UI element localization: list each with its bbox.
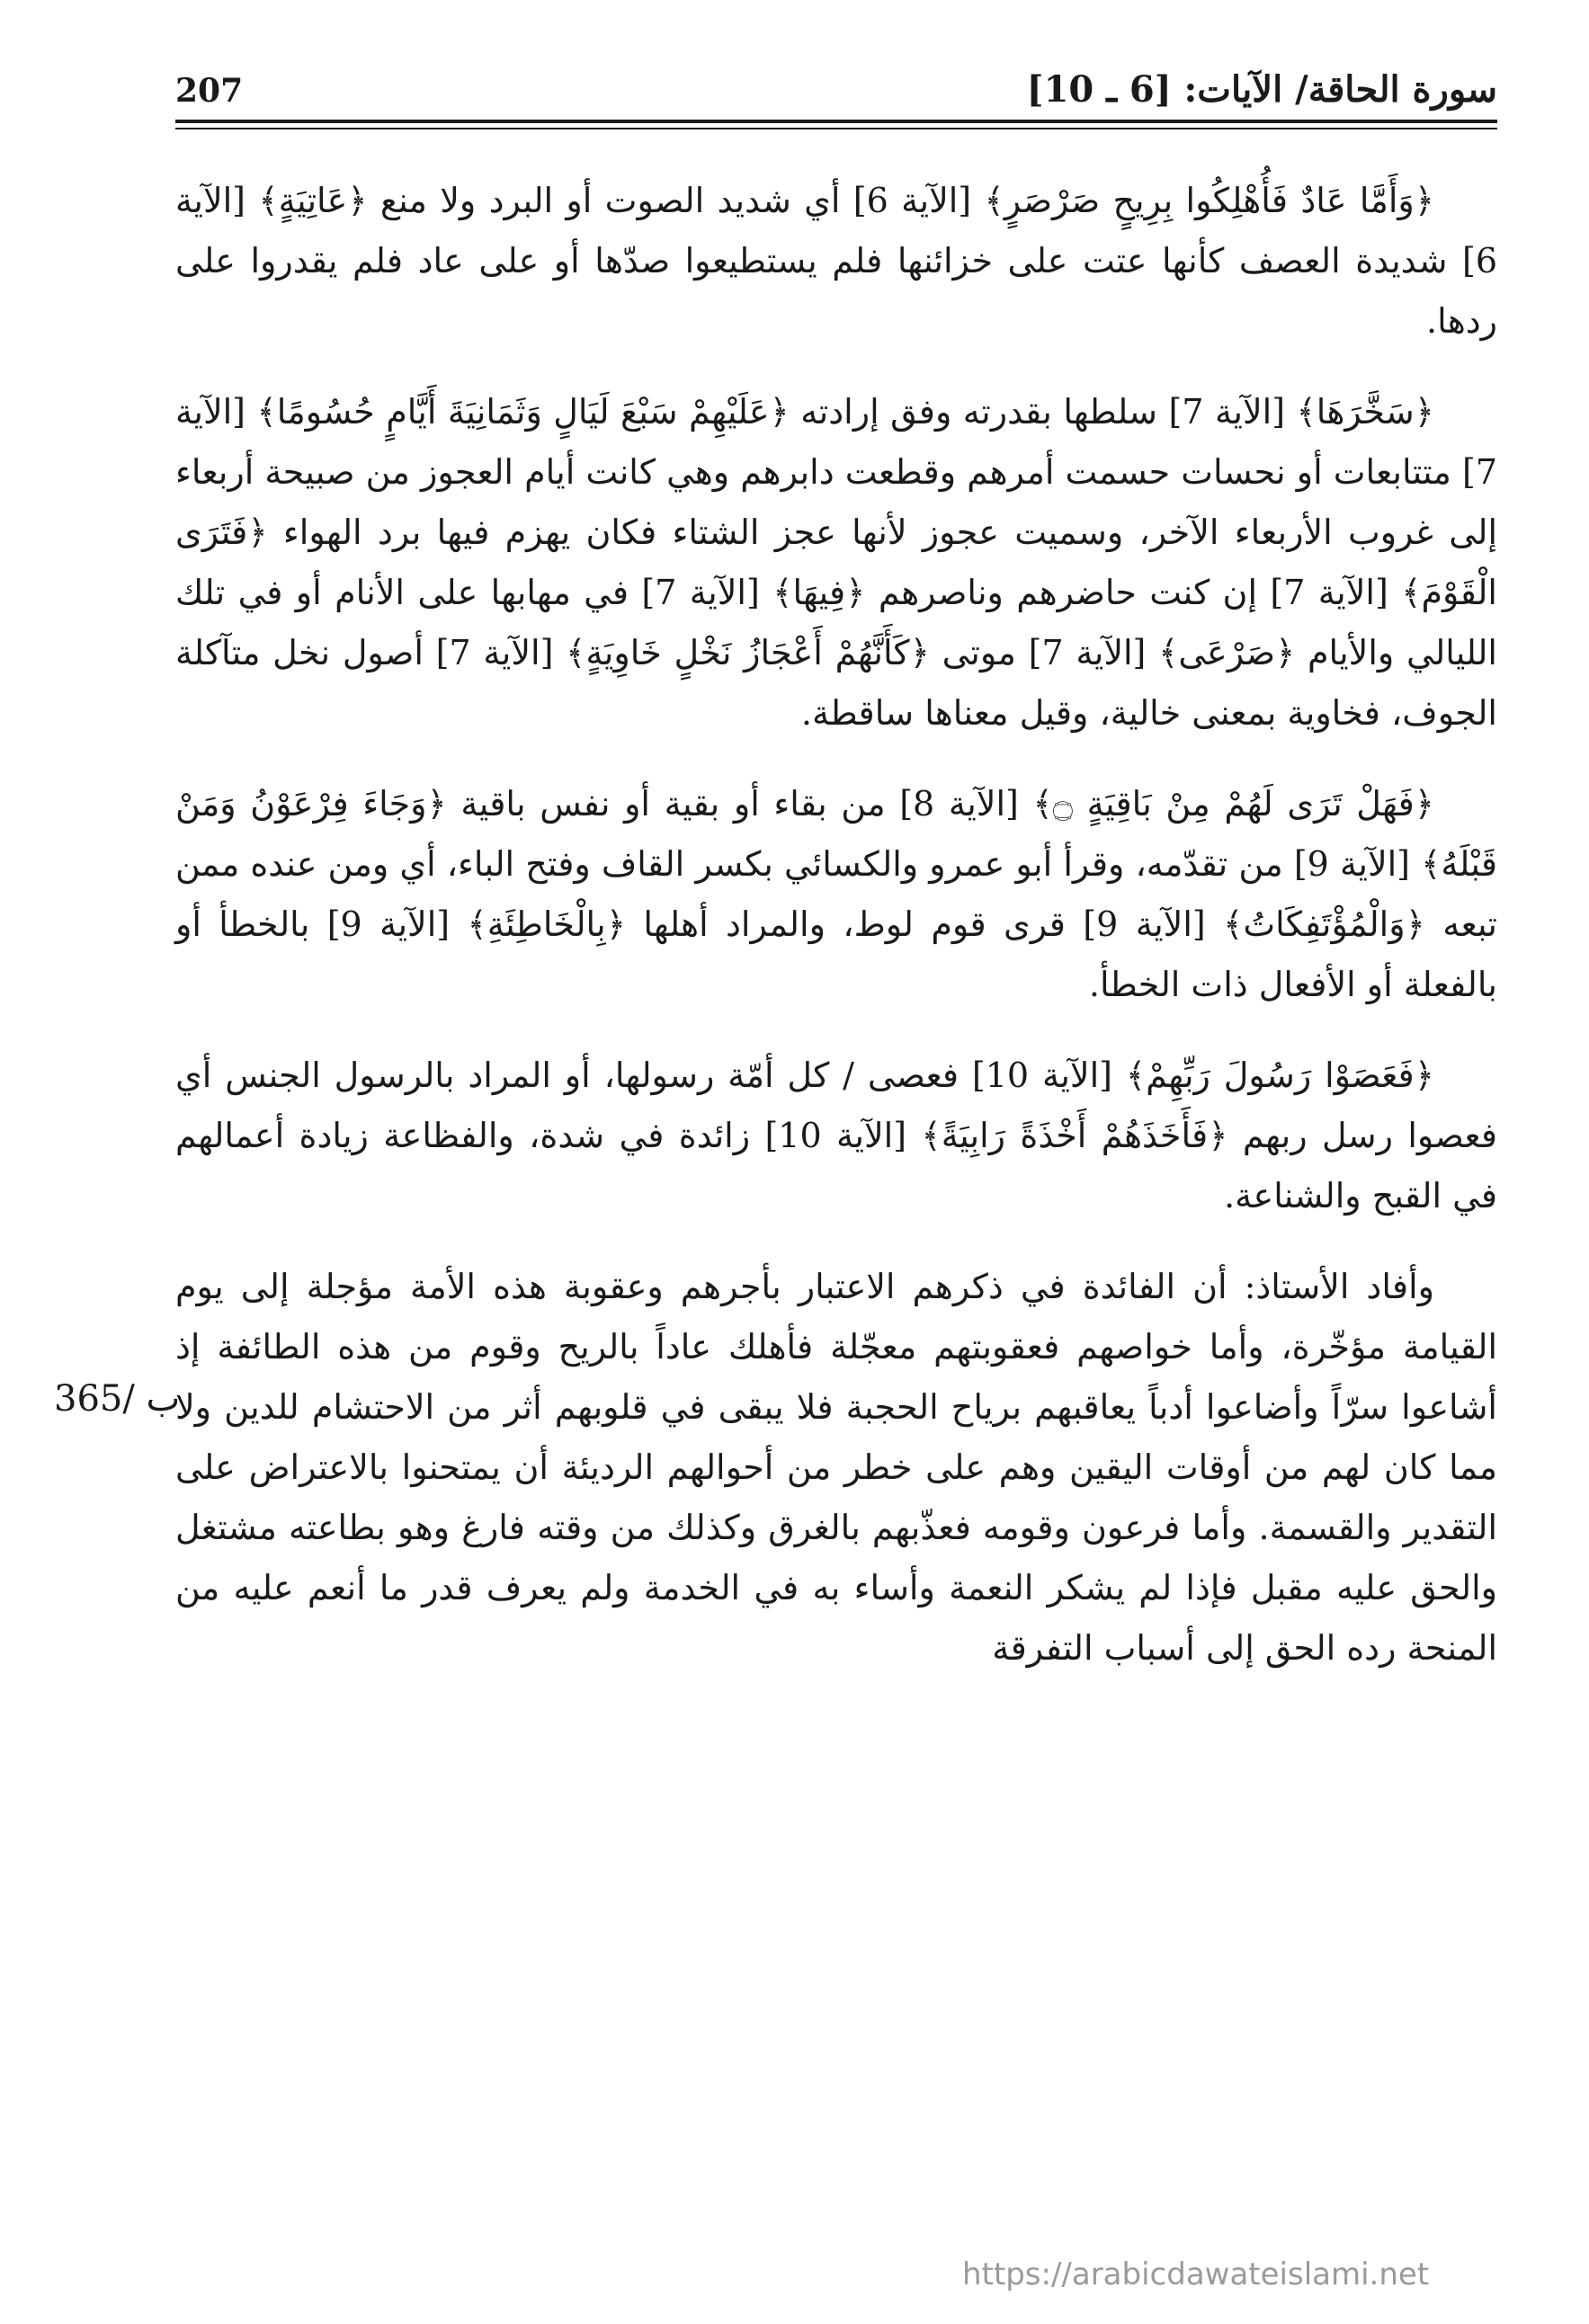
paragraph-text: وأفاد الأستاذ: أن الفائدة في ذكرهم الاعتبار بأجرهم وعقوبة هذه الأمة مؤجلة إلى يوم القيامة مؤخّرة، وأما خواصهم فعقوبتهم معجّلة فأهلك عاداً بالريح وقوم من هذه الطائفة إذ أشاعوا سرّاً وأضاعوا أدباً يعاقبهم برياح الحجبة فلا يبقى في قلوبهم أثر من الاحتشام للدين ولا مما كان لهم من أوقات اليقين وهم على خطر من أحوالهم الرديئة أن يمتحنوا بالاعتراض على التقدير والقسمة. وأما فرعون وقومه فعذّبهم بالغرق وكذلك من وقته فارغ وهو بطاعته مشتغل والحق عليه مقبل فإذا لم يشكر النعمة وأساء به في الخدمة ولم يعرف قدر ما أنعم عليه من المنحة رده الحق إلى أسباب التفرقة bbox=[175, 1267, 1497, 1668]
page-header bbox=[175, 52, 1497, 111]
header-rule-thick bbox=[175, 120, 1497, 123]
paragraph-text: ﴿وَأَمَّا عَادٌ فَأُهْلِكُوا بِرِيحٍ صَرْصَرٍ﴾ [الآية 6] أي شديد الصوت أو البرد ولا منع ﴿عَاتِيَةٍ﴾ [الآية 6] شديدة العصف كأنها عتت على خزائنها فلم يستطيعوا صدّها أو على عاد فلم يقدروا على ردها. bbox=[175, 181, 1497, 341]
paragraph-verse-10 bbox=[175, 1046, 1497, 1226]
paragraph-verse-6 bbox=[175, 171, 1497, 352]
paragraph-commentary bbox=[175, 1257, 1497, 1678]
paragraph-text: ﴿فَهَلْ تَرَى لَهُمْ مِنْ بَاقِيَةٍ ۝﴾ [الآية 8] من بقاء أو بقية أو نفس باقية ﴿وَجَاءَ فِرْعَوْنُ وَمَنْ قَبْلَهُ﴾ [الآية 9] من تقدّمه، وقرأ أبو عمرو والكسائي بكسر القاف وفتح الباء، أي ومن عنده ممن تبعه ﴿وَالْمُؤْتَفِكَاتُ﴾ [الآية 9] قرى قوم لوط، والمراد أهلها ﴿بِالْخَاطِئَةِ﴾ [الآية 9] بالخطأ أو بالفعلة أو الأفعال ذات الخطأ. bbox=[175, 784, 1497, 1004]
manuscript-folio-note: 365/ ب bbox=[54, 1378, 181, 1420]
page-body bbox=[175, 171, 1497, 1709]
watermark-url: https://arabicdawateislami.net bbox=[962, 2257, 1430, 2293]
header-rule-thin bbox=[175, 128, 1497, 129]
page-number: 207 bbox=[175, 72, 244, 110]
paragraph-verse-7 bbox=[175, 382, 1497, 744]
paragraph-text: ﴿سَخَّرَهَا﴾ [الآية 7] سلطها بقدرته وفق إرادته ﴿عَلَيْهِمْ سَبْعَ لَيَالٍ وَثَمَانِيَةَ أَيَّامٍ حُسُومًا﴾ [الآية 7] متتابعات أو نحسات حسمت أمرهم وقطعت دابرهم وهي كانت أيام العجوز من صبيحة أربعاء إلى غروب الأربعاء الآخر، وسميت عجوز لأنها عجز الشتاء فكان يهزم فيها برد الهواء ﴿فَتَرَى الْقَوْمَ﴾ [الآية 7] إن كنت حاضرهم وناصرهم ﴿فِيهَا﴾ [الآية 7] في مهابها على الأنام أو في تلك الليالي والأيام ﴿صَرْعَى﴾ [الآية 7] موتى ﴿كَأَنَّهُمْ أَعْجَازُ نَخْلٍ خَاوِيَةٍ﴾ [الآية 7] أصول نخل متآكلة الجوف، فخاوية بمعنى خالية، وقيل معناها ساقطة. bbox=[175, 392, 1497, 733]
running-title: سورة الحاقة/ الآيات: [6 ـ 10] bbox=[1026, 68, 1497, 111]
paragraph-text: ﴿فَعَصَوْا رَسُولَ رَبِّهِمْ﴾ [الآية 10] فعصى / كل أمّة رسولها، أو المراد بالرسول الجنس أي فعصوا رسل ربهم ﴿فَأَخَذَهُمْ أَخْذَةً رَابِيَةً﴾ [الآية 10] زائدة في شدة، والفظاعة زيادة أعمالهم في القبح والشناعة. bbox=[175, 1055, 1497, 1215]
paragraph-verses-8-9 bbox=[175, 774, 1497, 1015]
